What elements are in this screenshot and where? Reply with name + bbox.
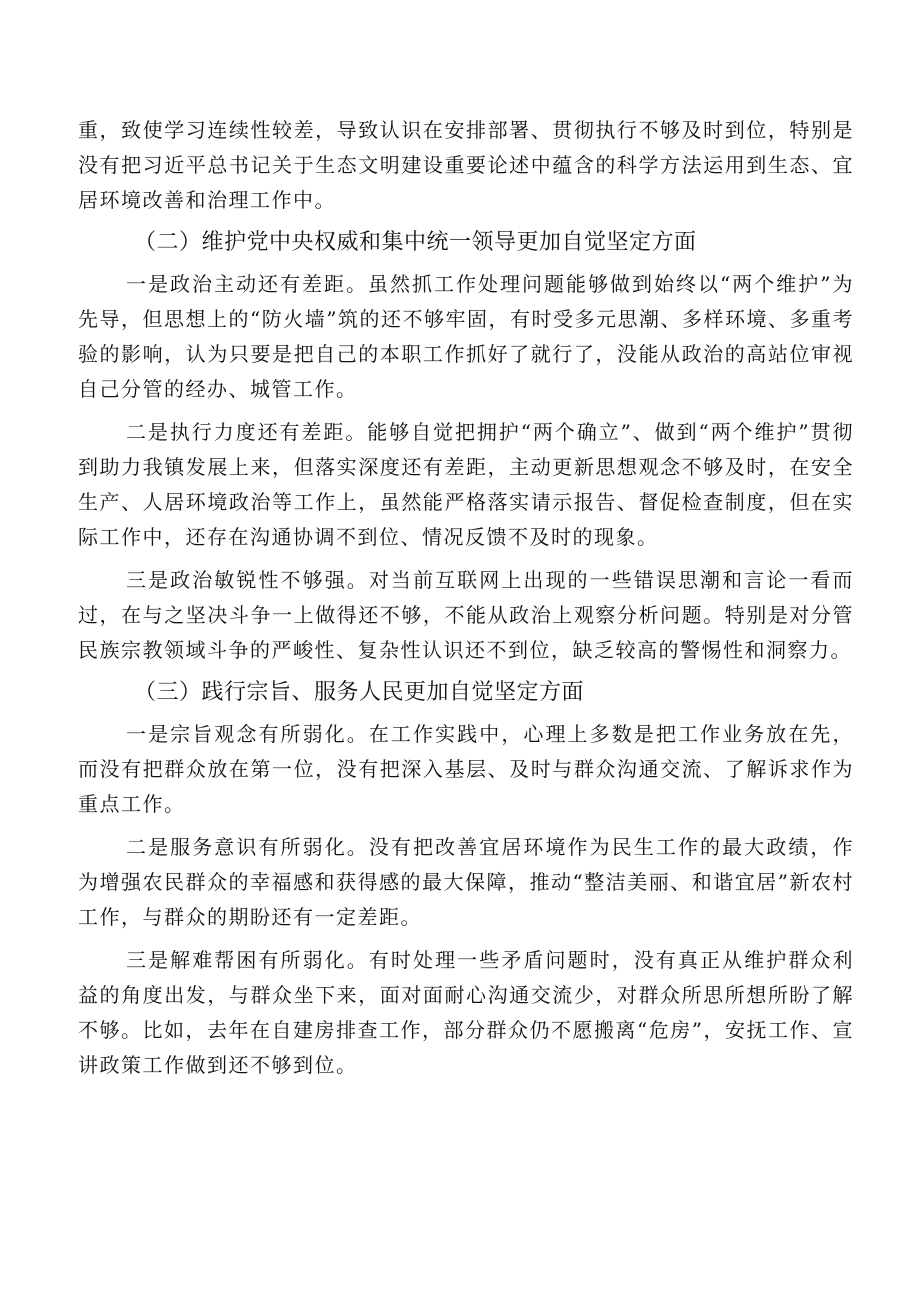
paragraph-political-initiative: 一是政治主动还有差距。虽然抓工作处理问题能够做到始终以“两个维护”为先导，但思想上的“防火墙”筑的还不够牢固，有时受多元思潮、多样环境、多重考验的影响，认为只要是把自己的本职工作抓好了就行了，没能从政治的高站位审视自己分管的经办、城管工作。 (78, 272, 854, 401)
section-heading-two: （二）维护党中央权威和集中统一领导更加自觉坚定方面 (134, 230, 697, 255)
paragraph-political-sensitivity: 三是政治敏锐性不够强。对当前互联网上出现的一些错误思潮和言论一看而过，在与之坚决斗争一上做得还不够，不能从政治上观察分析问题。特别是对分管民族宗教领域斗争的严峻性、复杂性认识还不到位，缺乏较高的警惕性和洞察力。 (78, 568, 854, 662)
paragraph-service-awareness: 二是服务意识有所弱化。没有把改善宜居环境作为民生工作的最大政绩，作为增强农民群众的幸福感和获得感的最大保障，推动“整洁美丽、和谐宜居”新农村工作，与群众的期盼还有一定差距。 (78, 835, 854, 929)
section-heading-three: （三）践行宗旨、服务人民更加自觉坚定方面 (134, 680, 585, 705)
paragraph-execution-strength: 二是执行力度还有差距。能够自觉把拥护“两个确立”、做到“两个维护”贯彻到助力我镇发展上来，但落实深度还有差距，主动更新思想观念不够及时，在安全生产、人居环境政治等工作上，虽然能严格落实请示报告、督促检查制度，但在实际工作中，还存在沟通协调不到位、情况反馈不及时的现象。 (78, 420, 854, 549)
paragraph-solving-difficulties: 三是解难帮困有所弱化。有时处理一些矛盾问题时，没有真正从维护群众利益的角度出发，与群众坐下来，面对面耐心沟通交流少，对群众所思所想所盼了解不够。比如，去年在自建房排查工作，部分群众仍不愿搬离“危房”，安抚工作、宣讲政策工作做到还不够到位。 (78, 948, 854, 1077)
document-body (78, 113, 854, 1083)
paragraph-continuation: 重，致使学习连续性较差，导致认识在安排部署、贯彻执行不够及时到位，特别是没有把习近平总书记关于生态文明建设重要论述中蕴含的科学方法运用到生态、宜居环境改善和治理工作中。 (78, 118, 854, 212)
paragraph-purpose-concept: 一是宗旨观念有所弱化。在工作实践中，心理上多数是把工作业务放在先，而没有把群众放在第一位，没有把深入基层、及时与群众沟通交流、了解诉求作为重点工作。 (78, 722, 854, 816)
